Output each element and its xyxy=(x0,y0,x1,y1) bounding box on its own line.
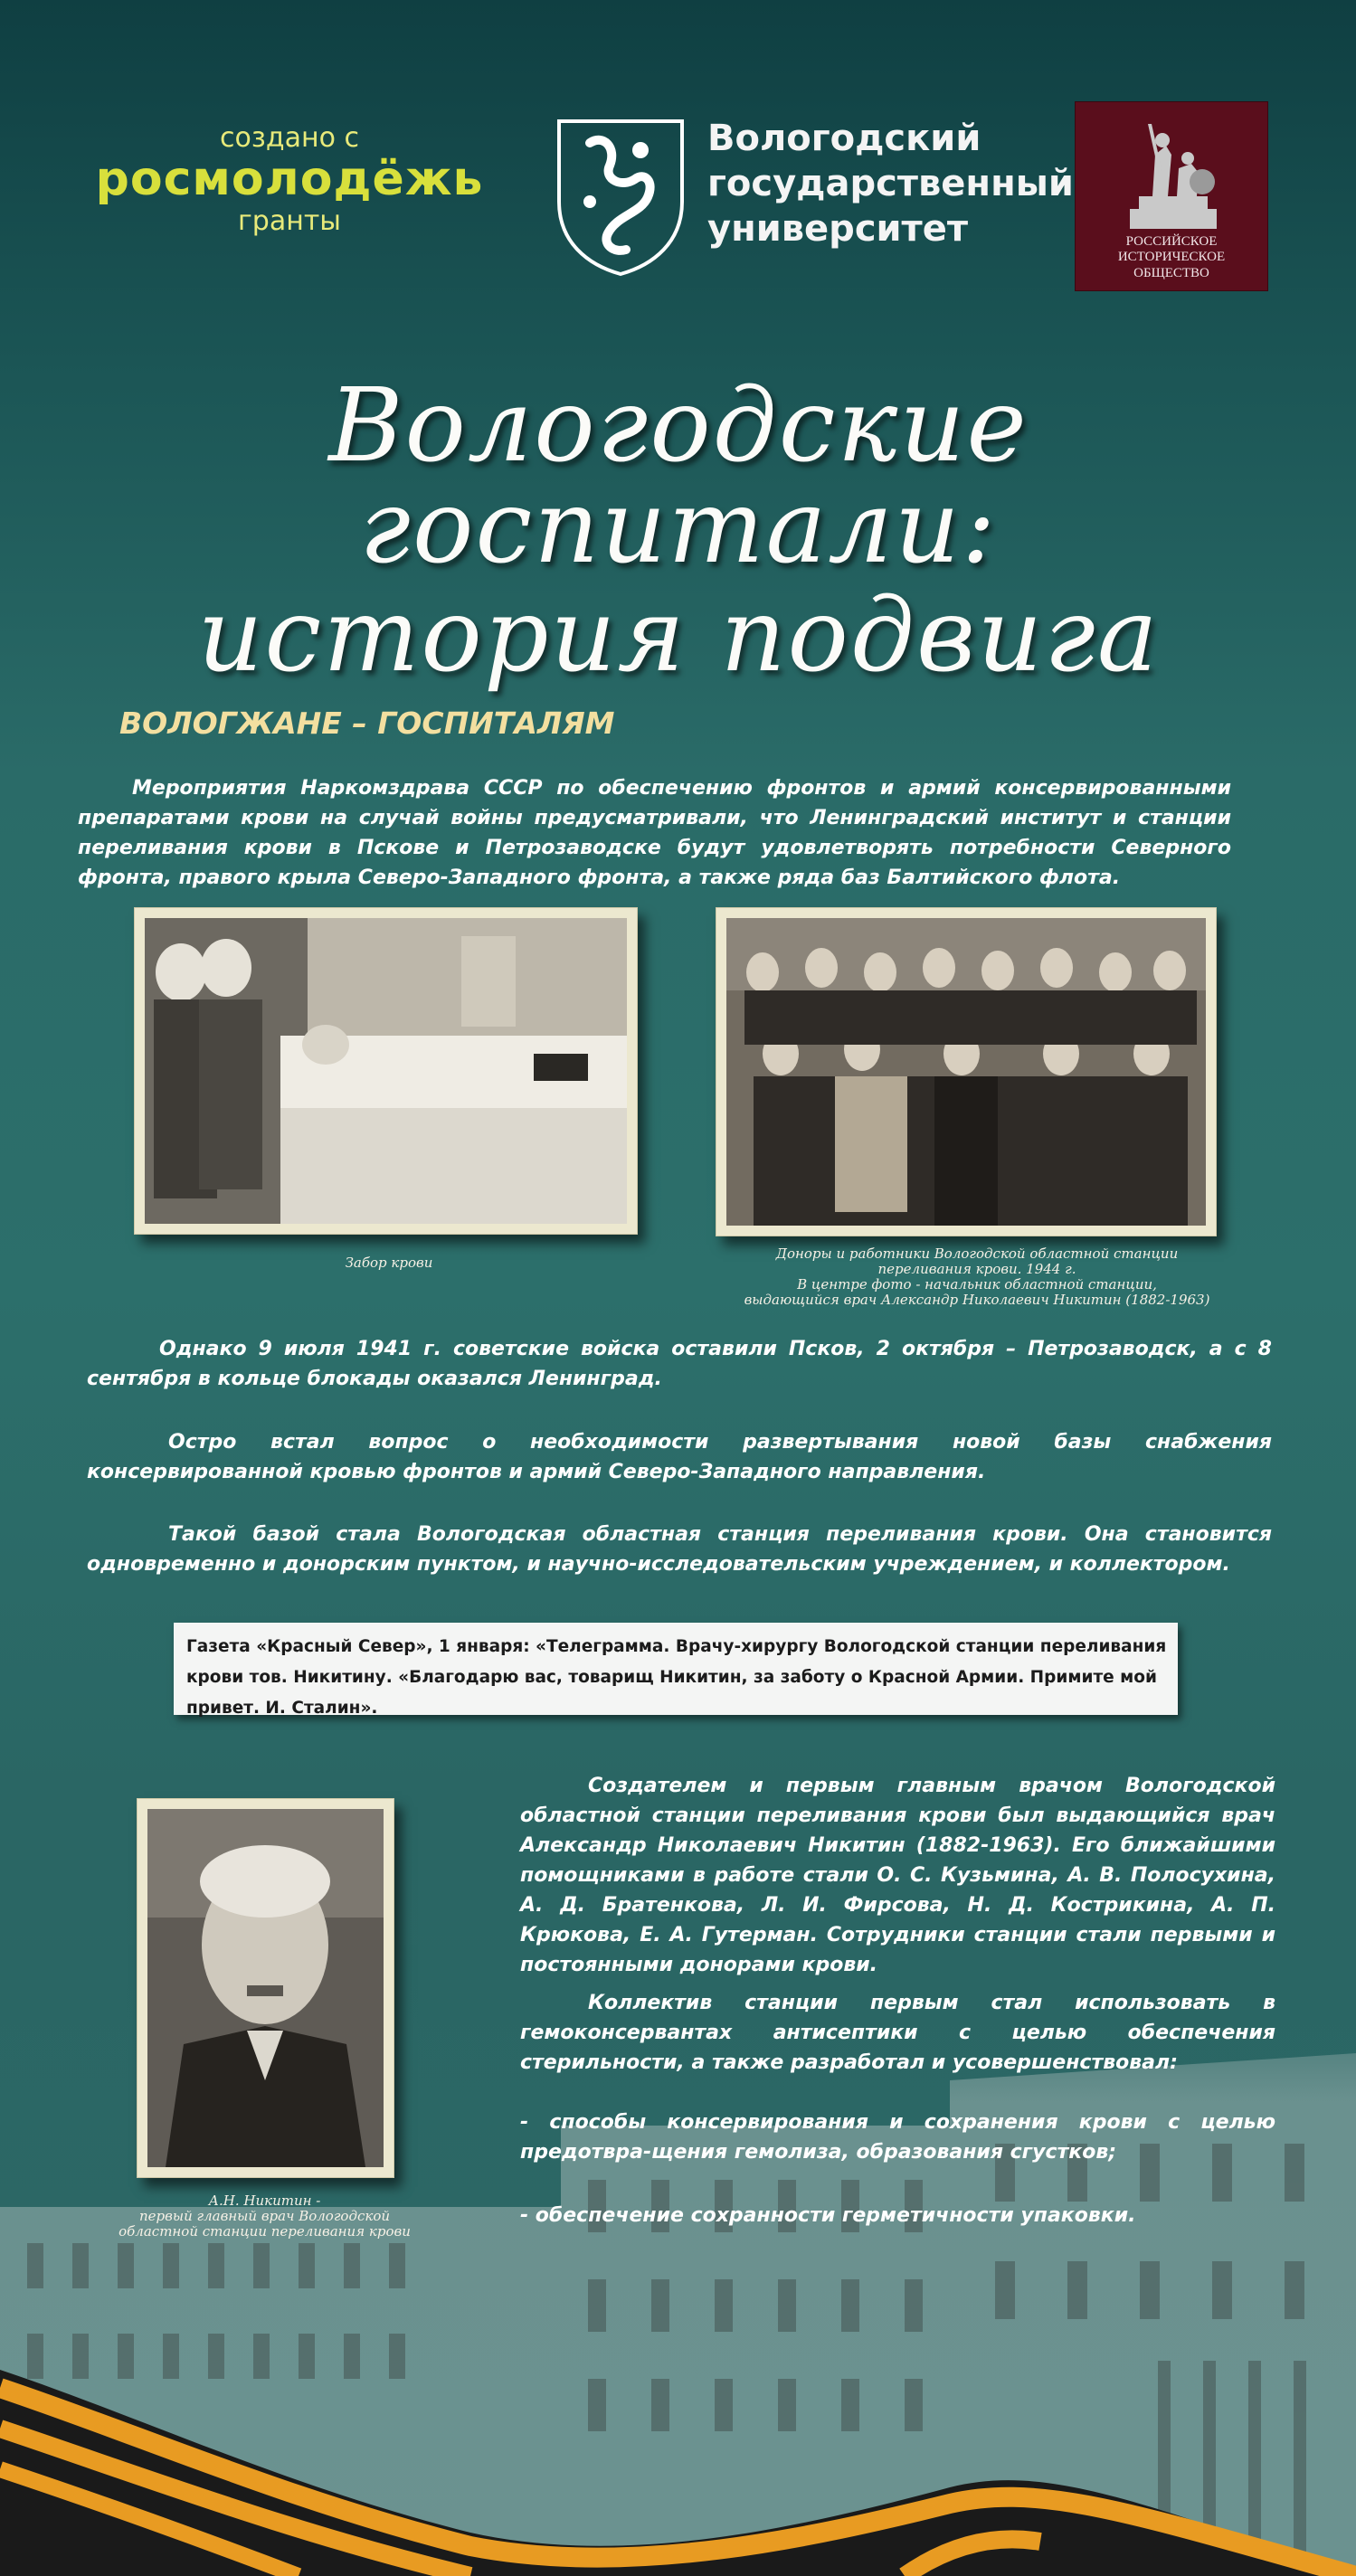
newspaper-quote-text: Газета «Красный Север», 1 января: «Телеграмма. Врачу-хирургу Вологодской станции переливания крови тов. Никитину. «Благодарю вас, товарищ Никитин, за заботу о Красной Армии. Примите мой привет. И. Сталин». xyxy=(186,1637,1167,1718)
photo-blood-collection xyxy=(134,907,638,1235)
caption-blood-collection: Забор крови xyxy=(345,1255,433,1271)
blood-collection-photo-image xyxy=(145,918,627,1224)
donors-group-photo-image xyxy=(726,918,1206,1226)
caption-donors-group xyxy=(724,1246,1230,1308)
minin-pozharsky-monument-icon xyxy=(1112,118,1231,232)
university-line3: университет xyxy=(707,208,969,250)
caption-nikitin xyxy=(95,2193,434,2240)
society-line1: РОССИЙСКОЕ xyxy=(1125,234,1218,249)
grant-line1: создано с xyxy=(220,122,359,154)
rosmolodezh-grant-logo xyxy=(86,122,493,237)
university-line1: Вологодский xyxy=(707,118,981,159)
section-heading: ВОЛОГЖАНЕ – ГОСПИТАЛЯМ xyxy=(119,706,615,741)
title-line2: история подвига xyxy=(197,577,1160,695)
caption-nikitin-line2: первый главный врач Вологодской xyxy=(138,2208,391,2224)
society-line3: ОБЩЕСТВО xyxy=(1133,265,1209,280)
paragraph-list-item-packaging: - обеспечение сохранности герметичности упаковки. xyxy=(520,2204,1136,2227)
paragraph-supply-base-question: Остро встал вопрос о необходимости развертывания новой базы снабжения консервированной кровью фронтов и армий Северо-Западного направления. xyxy=(87,1431,1272,1483)
vogu-emblem-icon xyxy=(554,116,687,277)
university-line2: государственный xyxy=(707,163,1074,204)
newspaper-quote-box xyxy=(174,1623,1178,1718)
caption-donors-line4: выдающийся врач Александр Николаевич Никитин (1882-1963) xyxy=(744,1292,1210,1308)
paragraph-list-item-preservation: - способы консервирования и сохранения крови с целью предотвра-щения гемолиза, образования сгустков; xyxy=(520,2111,1275,2164)
caption-nikitin-line1: А.Н. Никитин - xyxy=(208,2192,321,2209)
society-line2: ИСТОРИЧЕСКОЕ xyxy=(1117,250,1226,265)
page-title xyxy=(36,367,1321,695)
paragraph-evacuation: Однако 9 июля 1941 г. советские войска оставили Псков, 2 октября – Петрозаводск, а с 8 сентября в кольце блокады оказался Ленинград. xyxy=(87,1338,1272,1390)
university-name xyxy=(707,116,1074,251)
paragraph-innovations: Коллектив станции первым стал использовать в гемоконсервантах антисептики с целью обеспечения стерильности, а также разработал и усовершенствовал: xyxy=(520,1992,1275,2074)
nikitin-portrait-image xyxy=(147,1809,384,2167)
caption-donors-line3: В центре фото - начальник областной станции, xyxy=(797,1276,1157,1293)
russian-historical-society-logo xyxy=(1075,101,1268,291)
paragraph-founder: Создателем и первым главным врачом Вологодской областной станции переливания крови был выдающийся врач Александр Николаевич Никитин (1882-1963). Его ближайшими помощниками в работе стали О. С. Кузьмина, А. В. Полосухина, А. Д. Братенкова, Л. И. Фирсова, Н. Д. Кострикина, А. П. Крюкова, Е. А. Гутерман. Сотрудники станции стали первыми и постоянными донорами крови. xyxy=(520,1775,1275,1976)
photo-donors-group xyxy=(716,907,1217,1236)
caption-nikitin-line3: областной станции переливания крови xyxy=(119,2223,411,2240)
title-line1: Вологодские госпитали: xyxy=(328,367,1029,586)
grant-line3: гранты xyxy=(238,205,341,238)
caption-donors-line1: Доноры и работники Вологодской областной станции xyxy=(775,1245,1179,1262)
grant-line2: росмолодёжь xyxy=(95,152,484,206)
paragraph-intro: Мероприятия Наркомздрава СССР по обеспечению фронтов и армий консервированными препаратами крови на случай войны предусматривали, что Ленинградский институт и станции переливания крови в Пскове и Петрозаводске будут удовлетворять потребности Северного фронта, правого крыла Северо-Западного фронта, а также ряда баз Балтийского флота. xyxy=(78,777,1231,889)
caption-donors-line2: переливания крови. 1944 г. xyxy=(877,1261,1076,1277)
photo-nikitin-portrait xyxy=(137,1798,394,2178)
paragraph-vologda-station: Такой базой стала Вологодская областная станция переливания крови. Она становится одновременно и донорским пунктом, и научно-исследовательским учреждением, и коллектором. xyxy=(87,1523,1272,1576)
